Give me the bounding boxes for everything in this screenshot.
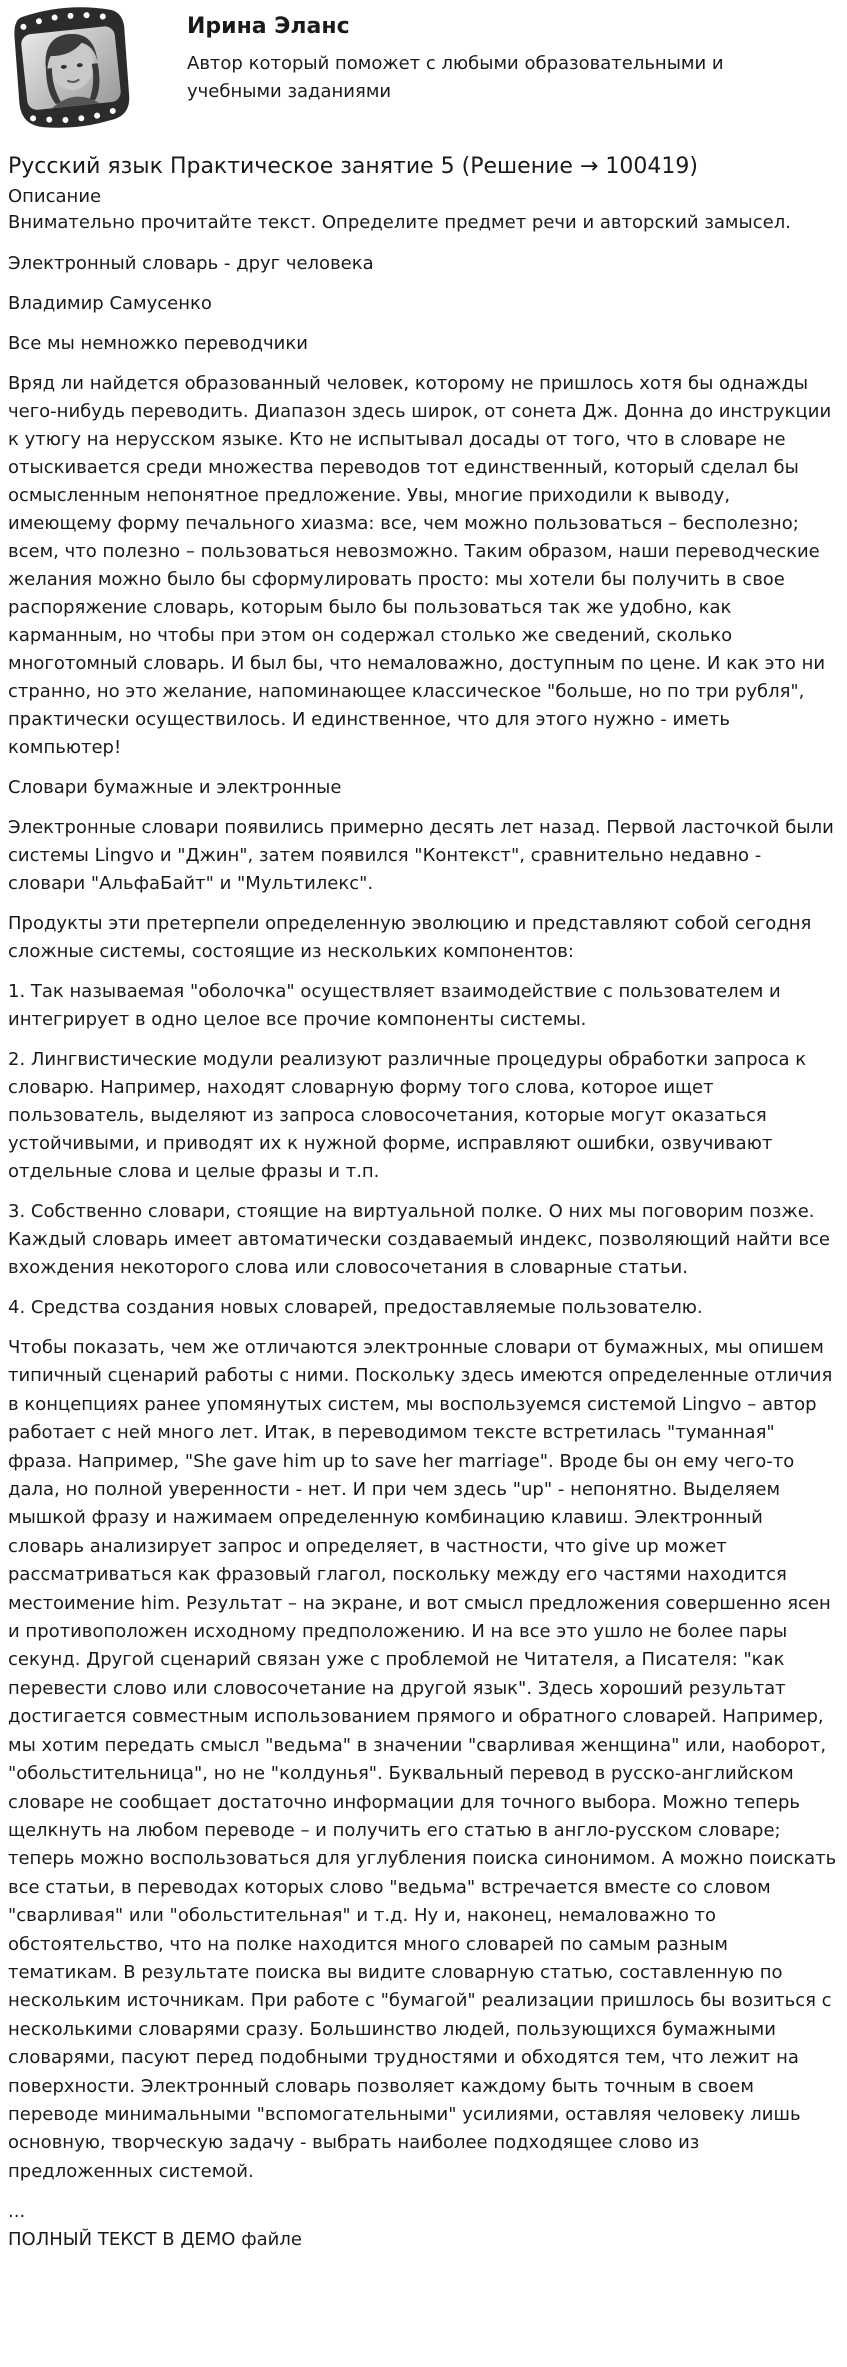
author-info [187, 4, 787, 106]
paragraph: Электронный словарь - друг человека [8, 253, 374, 274]
description-label: Описание [8, 186, 102, 207]
full-text-note: ПОЛНЫЙ ТЕКСТ В ДЕМО файле [8, 2229, 302, 2251]
paragraph: 2. Лингвистические модули реализуют различные процедуры обработки запроса к словарю. Например, находят словарную форму того слова, которое ищет пользователь, выделяют из запроса словосочетания, которые могут оказаться устойчивыми, и приводят их к нужной форме, исправляют ошибки, озвучивают отдельные слова и целые фразы и т.п. [8, 1049, 807, 1182]
paragraph: 1. Так называемая "оболочка" осуществляет взаимодействие с пользователем и интегрирует в одно целое все прочие компоненты системы. [8, 981, 781, 1030]
paragraph: Владимир Самусенко [8, 293, 212, 314]
author-card [8, 0, 839, 136]
paragraph: Все мы немножко переводчики [8, 333, 308, 354]
document-body [8, 250, 839, 2186]
paragraph: 3. Собственно словари, стоящие на виртуальной полке. О них мы поговорим позже. Каждый словарь имеет автоматически создаваемый индекс, позволяющий найти все вхождения некоторого слова или словосочетания в словарные статьи. [8, 1201, 830, 1278]
document-title: Русский язык Практическое занятие 5 (Решение → 100419) [8, 154, 698, 179]
description-text: Внимательно прочитайте текст. Определите предмет речи и авторский замысел. [8, 212, 791, 233]
author-avatar[interactable] [8, 4, 136, 132]
paragraph: 4. Средства создания новых словарей, предоставляемые пользователю. [8, 1297, 703, 1318]
paragraph: Словари бумажные и электронные [8, 777, 342, 798]
author-description: Автор который поможет с любыми образовательными и учебными заданиями [187, 53, 724, 102]
paragraph: Продукты эти претерпели определенную эволюцию и представляют собой сегодня сложные системы, состоящие из нескольких компонентов: [8, 913, 812, 962]
ellipsis: ... [8, 2201, 26, 2223]
film-frame-avatar-icon [8, 4, 136, 132]
paragraph: Вряд ли найдется образованный человек, которому не пришлось хотя бы однажды чего-нибудь переводить. Диапазон здесь широк, от сонета Дж. Донна до инструкции к утюгу на нерусском языке. Кто не испытывал досады от того, что в словаре не отыскивается среди множества переводов тот единственный, который сделал бы осмысленным непонятное предложение. Увы, многие приходили к выводу, имеющему форму печального хиазма: все, чем можно пользоваться – бесполезно; всем, что полезно – пользоваться невозможно. Таким образом, наши переводческие желания можно было бы сформулировать просто: мы хотели бы получить в свое распоряжение словарь, которым было бы пользоваться так же удобно, как карманным, но чтобы при этом он содержал столько же сведений, сколько многотомный словарь. И был бы, что немаловажно, доступным по цене. И как это ни странно, но это желание, напоминающее классическое "больше, но по три рубля", практически осуществилось. И единственное, что для этого нужно - иметь компьютер! [8, 373, 832, 758]
paragraph: Чтобы показать, чем же отличаются электронные словари от бумажных, мы опишем типичный сценарий работы с ними. Поскольку здесь имеются определенные отличия в концепциях ранее упомянутых систем, мы воспользуемся системой Lingvo – автор работает с ней много лет. Итак, в переводимом тексте встретилась "туманная" фраза. Например, "She gave him up to save her marriage". Вроде бы он ему чего-то дала, но полной уверенности - нет. И при чем здесь "up" - непонятно. Выделяем мышкой фразу и нажимаем определенную комбинацию клавиш. Электронный словарь анализирует запрос и определяет, в частности, что give up может рассматриваться как фразовый глагол, поскольку между его частями находится местоимение him. Результат – на экране, и вот смысл предложения совершенно ясен и противоположен исходному предположению. И на все это ушло не более пары секунд. Другой сценарий связан уже с проблемой не Читателя, а Писателя: "как перевести слово или словосочетание на другой язык". Здесь хороший результат достигается совместным использованием прямого и обратного словарей. Например, мы хотим передать смысл "ведьма" в значении "сварливая женщина" или, наоборот, "обольстительница", но не "колдунья". Буквальный перевод в русско-английском словаре не сообщает достаточно информации для точного выбора. Можно теперь щелкнуть на любом переводе – и получить его статью в англо-русском словаре; теперь можно воспользоваться для углубления поиска синонимом. А можно поискать все статьи, в переводах которых слово "ведьма" встречается вместе со словом "сварливая" или "обольстительная" и т.д. Ну и, наконец, немаловажно то обстоятельство, что на полке находится много словарей по самым разным тематикам. В результате поиска вы видите словарную статью, составленную по нескольким источникам. При работе с "бумагой" реализации пришлось бы возиться с несколькими словарями сразу. Большинство людей, пользующихся бумажными словарями, пасуют перед подобными трудностями и обходятся тем, что лежит на поверхности. Электронный словарь позволяет каждому быть точным в своем переводе минимальными "вспомогательными" усилиями, оставляя человеку лишь основную, творческую задачу - выбрать наиболее подходящее слово из предложенных системой. [8, 1337, 837, 2182]
paragraph: Электронные словари появились примерно десять лет назад. Первой ласточкой были системы Lingvo и "Джин", затем появился "Контекст", сравнительно недавно - словари "АльфаБайт" и "Мультилекс". [8, 817, 834, 894]
author-name[interactable]: Ирина Эланс [187, 14, 350, 39]
